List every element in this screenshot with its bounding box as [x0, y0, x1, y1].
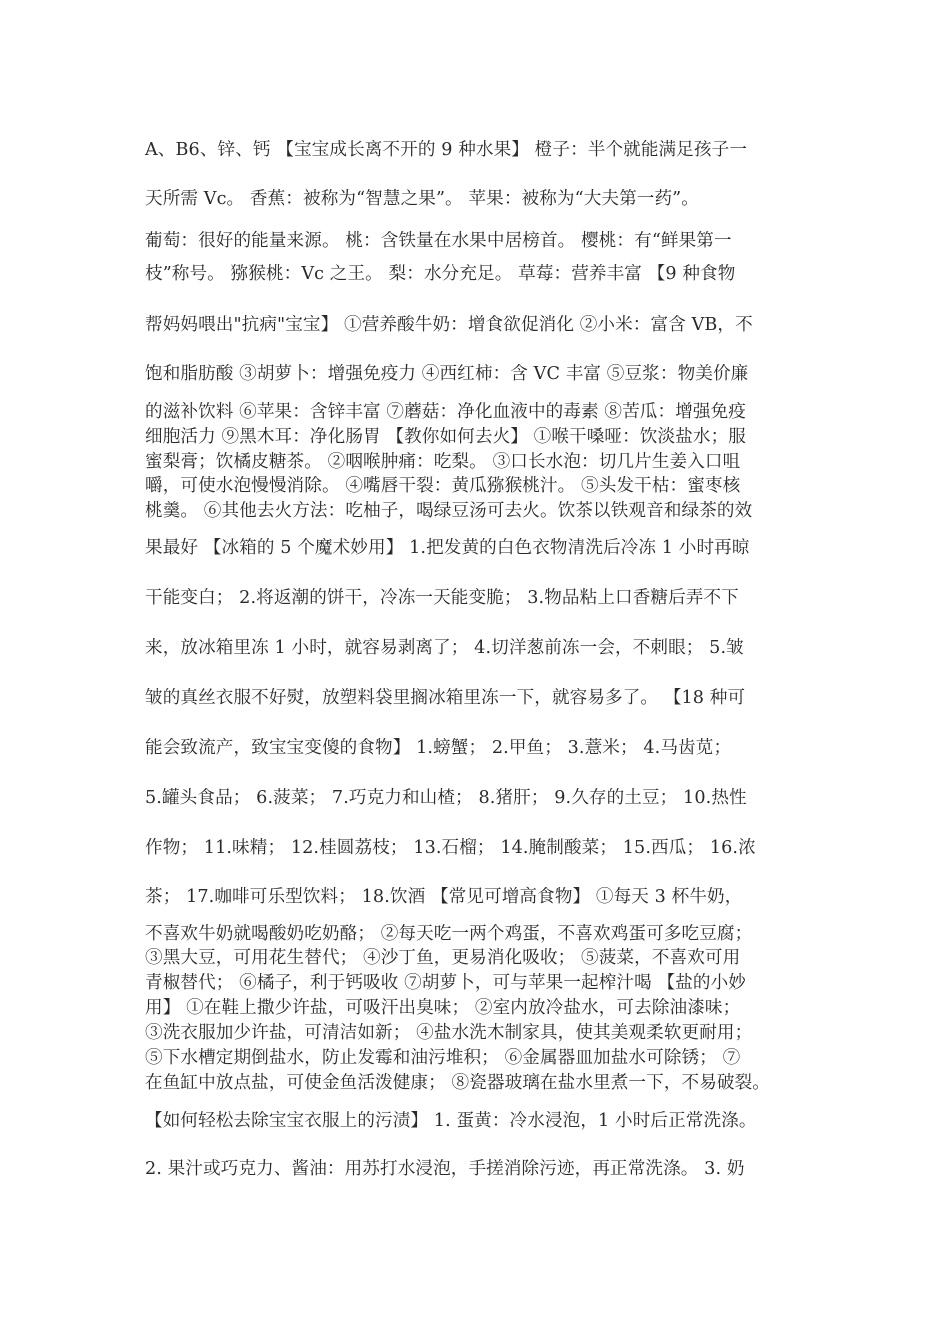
- text-line: 在鱼缸中放点盐，可使金鱼活泼健康； ⑧瓷器玻璃在盐水里煮一下，不易破裂。: [145, 1073, 770, 1093]
- text-line: 帮妈妈喂出"抗病"宝宝】 ①营养酸牛奶：增食欲促消化 ②小米：富含 VB，不: [145, 315, 753, 335]
- text-line: 细胞活力 ⑨黑木耳：净化肠胃 【教你如何去火】 ①喉干嗓哑：饮淡盐水；服: [145, 427, 746, 447]
- text-line: 来，放冰箱里冻 1 小时，就容易剥离了； 4.切洋葱前冻一会，不刺眼； 5.皱: [145, 638, 744, 658]
- text-line: 蜜梨膏；饮橘皮糖茶。 ②咽喉肿痛：吃梨。 ③口长水泡：切几片生姜入口咀: [145, 452, 741, 472]
- text-line: 饱和脂肪酸 ③胡萝卜：增强免疫力 ④西红柿：含 VC 丰富 ⑤豆浆：物美价廉: [145, 364, 749, 384]
- text-line: ⑤下水槽定期倒盐水，防止发霉和油污堆积； ⑥金属器皿加盐水可除锈； ⑦: [145, 1048, 741, 1068]
- text-line: 不喜欢牛奶就喝酸奶吃奶酪； ②每天吃一两个鸡蛋，不喜欢鸡蛋可多吃豆腐；: [145, 924, 753, 944]
- text-line: 枝”称号。 猕猴桃：Vc 之王。 梨：水分充足。 草莓：营养丰富 【9 种食物: [145, 264, 736, 284]
- text-line: 的滋补饮料 ⑥苹果：含锌丰富 ⑦蘑菇：净化血液中的毒素 ⑧苦瓜：增强免疫: [145, 402, 746, 422]
- text-line: 【如何轻松去除宝宝衣服上的污渍】 1. 蛋黄：冷水浸泡，1 小时后正常洗涤。: [145, 1111, 757, 1131]
- text-line: 作物； 11.味精； 12.桂圆荔枝； 13.石榴； 14.腌制酸菜； 15.西瓜； 16.浓: [145, 838, 756, 858]
- text-line: 葡萄：很好的能量来源。 桃：含铁量在水果中居榜首。 樱桃：有“鲜果第一: [145, 231, 732, 251]
- text-line: 桃羹。 ⑥其他去火方法：吃柚子，喝绿豆汤可去火。饮茶以铁观音和绿茶的效: [145, 501, 753, 521]
- text-line: ③黑大豆，可用花生替代； ④沙丁鱼，更易消化吸收； ⑤菠菜，不喜欢可用: [145, 948, 741, 968]
- text-line: A、B6、锌、钙 【宝宝成长离不开的 9 种水果】 橙子：半个就能满足孩子一: [145, 140, 748, 160]
- text-line: 能会致流产，致宝宝变傻的食物】 1.螃蟹； 2.甲鱼； 3.薏米； 4.马齿苋；: [145, 738, 732, 758]
- text-line: ③洗衣服加少许盐，可清洁如新； ④盐水洗木制家具，使其美观柔软更耐用；: [145, 1023, 753, 1043]
- text-line: 嚼，可使水泡慢慢消除。 ④嘴唇干裂：黄瓜猕猴桃汁。 ⑤头发干枯：蜜枣核: [145, 476, 741, 496]
- text-line: 5.罐头食品； 6.菠菜； 7.巧克力和山楂； 8.猪肝； 9.久存的土豆； 10.热性: [145, 788, 747, 808]
- text-line: 青椒替代； ⑥橘子，利于钙吸收 ⑦胡萝卜，可与苹果一起榨汁喝 【盐的小妙: [145, 973, 746, 993]
- text-line: 皱的真丝衣服不好熨，放塑料袋里搁冰箱里冻一下，就容易多了。 【18 种可: [145, 688, 746, 708]
- text-line: 干能变白； 2.将返潮的饼干，冷冻一天能变脆； 3.物品粘上口香糖后弄不下: [145, 588, 739, 608]
- text-line: 2. 果汁或巧克力、酱油：用苏打水浸泡，手搓消除污迹，再正常洗涤。 3. 奶: [145, 1159, 745, 1179]
- text-line: 果最好 【冰箱的 5 个魔术妙用】 1.把发黄的白色衣物清洗后冷冻 1 小时再晾: [145, 538, 750, 558]
- text-line: 用】 ①在鞋上撒少许盐，可吸汗出臭味； ②室内放冷盐水，可去除油漆味；: [145, 998, 741, 1018]
- text-line: 茶； 17.咖啡可乐型饮料； 18.饮酒 【常见可增高食物】 ①每天 3 杯牛奶，: [145, 887, 743, 907]
- text-line: 天所需 Vc。 香蕉：被称为“智慧之果”。 苹果：被称为“大夫第一药”。: [145, 189, 699, 209]
